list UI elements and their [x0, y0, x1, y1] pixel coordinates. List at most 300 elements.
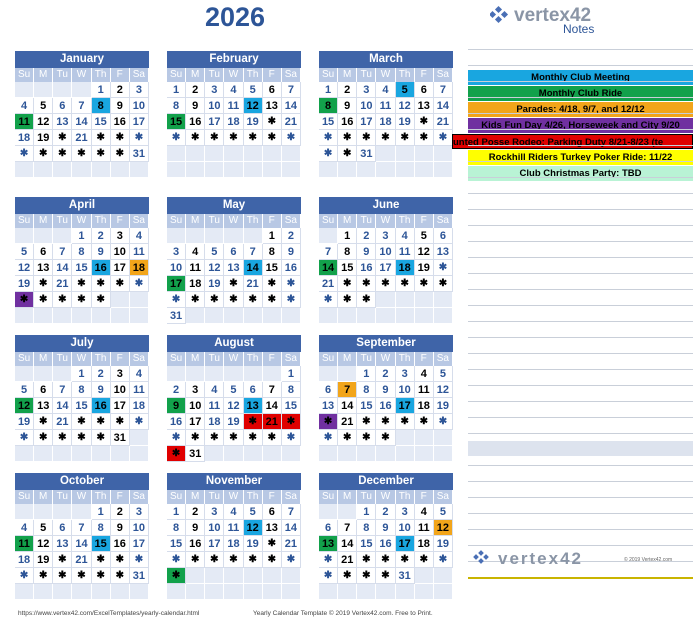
- day-cell[interactable]: 17: [396, 536, 415, 552]
- day-cell[interactable]: 9: [376, 382, 395, 398]
- day-cell[interactable]: ✱: [396, 130, 415, 146]
- day-cell[interactable]: 13: [34, 398, 53, 414]
- day-cell[interactable]: 6: [434, 228, 453, 244]
- day-cell[interactable]: 17: [396, 398, 415, 414]
- day-cell[interactable]: 1: [167, 504, 186, 520]
- day-cell[interactable]: 15: [282, 398, 301, 414]
- day-cell[interactable]: 1: [92, 504, 111, 520]
- day-cell[interactable]: 4: [396, 228, 415, 244]
- day-cell[interactable]: 9: [186, 98, 205, 114]
- day-cell[interactable]: 16: [92, 260, 111, 276]
- day-cell[interactable]: 6: [263, 82, 282, 98]
- day-cell[interactable]: ✱: [376, 276, 395, 292]
- day-cell[interactable]: 17: [376, 260, 395, 276]
- day-cell[interactable]: ✱: [376, 568, 395, 584]
- day-cell[interactable]: ✱: [263, 114, 282, 130]
- day-cell[interactable]: 21: [434, 114, 453, 130]
- day-cell[interactable]: 5: [396, 82, 415, 98]
- day-cell[interactable]: ✱: [319, 568, 338, 584]
- day-cell[interactable]: 31: [357, 146, 376, 162]
- day-cell[interactable]: ✱: [92, 552, 111, 568]
- day-cell[interactable]: 21: [338, 552, 357, 568]
- day-cell[interactable]: 3: [396, 504, 415, 520]
- day-cell[interactable]: 19: [15, 276, 34, 292]
- day-cell[interactable]: 6: [263, 504, 282, 520]
- day-cell[interactable]: 4: [15, 520, 34, 536]
- day-cell[interactable]: 15: [319, 114, 338, 130]
- day-cell[interactable]: ✱: [357, 292, 376, 308]
- day-cell[interactable]: ✱: [34, 414, 53, 430]
- day-cell[interactable]: ✱: [72, 292, 91, 308]
- day-cell[interactable]: 31: [130, 568, 149, 584]
- day-cell[interactable]: 3: [130, 82, 149, 98]
- day-cell[interactable]: 7: [72, 520, 91, 536]
- day-cell[interactable]: 6: [319, 520, 338, 536]
- day-cell[interactable]: 3: [130, 504, 149, 520]
- day-cell[interactable]: ✱: [34, 146, 53, 162]
- day-cell[interactable]: 14: [72, 114, 91, 130]
- day-cell[interactable]: ✱: [338, 430, 357, 446]
- day-cell[interactable]: ✱: [34, 568, 53, 584]
- day-cell[interactable]: 2: [92, 366, 111, 382]
- day-cell[interactable]: ✱: [263, 536, 282, 552]
- day-cell[interactable]: ✱: [224, 292, 243, 308]
- day-cell[interactable]: 5: [15, 244, 34, 260]
- day-cell[interactable]: 21: [72, 552, 91, 568]
- day-cell[interactable]: 9: [111, 520, 130, 536]
- day-cell[interactable]: 6: [319, 382, 338, 398]
- day-cell[interactable]: ✱: [130, 414, 149, 430]
- day-cell[interactable]: 7: [53, 382, 72, 398]
- day-cell[interactable]: 7: [338, 520, 357, 536]
- day-cell[interactable]: 10: [205, 520, 224, 536]
- day-cell[interactable]: 10: [205, 98, 224, 114]
- day-cell[interactable]: 7: [434, 82, 453, 98]
- day-cell[interactable]: 5: [34, 520, 53, 536]
- day-cell[interactable]: 11: [415, 520, 434, 536]
- day-cell[interactable]: ✱: [53, 292, 72, 308]
- day-cell[interactable]: 9: [167, 398, 186, 414]
- day-cell[interactable]: ✱: [434, 276, 453, 292]
- day-cell[interactable]: 6: [53, 520, 72, 536]
- day-cell[interactable]: 9: [92, 382, 111, 398]
- day-cell[interactable]: ✱: [434, 414, 453, 430]
- day-cell[interactable]: 12: [34, 114, 53, 130]
- day-cell[interactable]: 9: [357, 244, 376, 260]
- day-cell[interactable]: 16: [111, 114, 130, 130]
- day-cell[interactable]: ✱: [167, 568, 186, 584]
- day-cell[interactable]: 10: [111, 244, 130, 260]
- day-cell[interactable]: 31: [186, 446, 205, 462]
- day-cell[interactable]: 4: [205, 382, 224, 398]
- day-cell[interactable]: 17: [111, 260, 130, 276]
- day-cell[interactable]: 11: [224, 520, 243, 536]
- day-cell[interactable]: ✱: [376, 130, 395, 146]
- day-cell[interactable]: 8: [263, 244, 282, 260]
- day-cell[interactable]: 13: [263, 98, 282, 114]
- day-cell[interactable]: ✱: [282, 414, 301, 430]
- day-cell[interactable]: 15: [92, 114, 111, 130]
- day-cell[interactable]: 12: [34, 536, 53, 552]
- day-cell[interactable]: 11: [205, 398, 224, 414]
- day-cell[interactable]: ✱: [282, 130, 301, 146]
- day-cell[interactable]: 15: [357, 398, 376, 414]
- day-cell[interactable]: ✱: [357, 430, 376, 446]
- day-cell[interactable]: ✱: [282, 292, 301, 308]
- day-cell[interactable]: 1: [357, 366, 376, 382]
- day-cell[interactable]: 19: [396, 114, 415, 130]
- day-cell[interactable]: 16: [167, 414, 186, 430]
- day-cell[interactable]: 12: [15, 260, 34, 276]
- day-cell[interactable]: 1: [92, 82, 111, 98]
- day-cell[interactable]: 6: [224, 244, 243, 260]
- day-cell[interactable]: 21: [244, 276, 263, 292]
- day-cell[interactable]: 21: [53, 276, 72, 292]
- day-cell[interactable]: ✱: [338, 130, 357, 146]
- day-cell[interactable]: 1: [338, 228, 357, 244]
- day-cell[interactable]: 14: [53, 260, 72, 276]
- day-cell[interactable]: ✱: [224, 552, 243, 568]
- day-cell[interactable]: 3: [111, 366, 130, 382]
- day-cell[interactable]: ✱: [415, 276, 434, 292]
- day-cell[interactable]: 18: [15, 552, 34, 568]
- day-cell[interactable]: ✱: [111, 552, 130, 568]
- day-cell[interactable]: ✱: [111, 130, 130, 146]
- day-cell[interactable]: 18: [130, 398, 149, 414]
- day-cell[interactable]: ✱: [186, 130, 205, 146]
- day-cell[interactable]: ✱: [53, 430, 72, 446]
- day-cell[interactable]: 18: [15, 130, 34, 146]
- day-cell[interactable]: 4: [130, 366, 149, 382]
- day-cell[interactable]: 15: [72, 398, 91, 414]
- day-cell[interactable]: 10: [376, 244, 395, 260]
- day-cell[interactable]: 1: [357, 504, 376, 520]
- day-cell[interactable]: 4: [15, 98, 34, 114]
- day-cell[interactable]: ✱: [357, 568, 376, 584]
- day-cell[interactable]: 21: [319, 276, 338, 292]
- day-cell[interactable]: 18: [415, 536, 434, 552]
- day-cell[interactable]: ✱: [244, 292, 263, 308]
- day-cell[interactable]: ✱: [72, 414, 91, 430]
- day-cell[interactable]: 18: [224, 114, 243, 130]
- day-cell[interactable]: 9: [111, 98, 130, 114]
- day-cell[interactable]: 2: [338, 82, 357, 98]
- day-cell[interactable]: 12: [244, 520, 263, 536]
- day-cell[interactable]: 13: [263, 520, 282, 536]
- day-cell[interactable]: 8: [357, 520, 376, 536]
- day-cell[interactable]: 15: [72, 260, 91, 276]
- day-cell[interactable]: 18: [376, 114, 395, 130]
- day-cell[interactable]: ✱: [53, 552, 72, 568]
- day-cell[interactable]: 19: [244, 114, 263, 130]
- day-cell[interactable]: ✱: [186, 430, 205, 446]
- day-cell[interactable]: 5: [34, 98, 53, 114]
- day-cell[interactable]: 19: [34, 552, 53, 568]
- day-cell[interactable]: 13: [53, 114, 72, 130]
- day-cell[interactable]: ✱: [376, 430, 395, 446]
- day-cell[interactable]: 11: [376, 98, 395, 114]
- day-cell[interactable]: ✱: [263, 552, 282, 568]
- day-cell[interactable]: 9: [186, 520, 205, 536]
- day-cell[interactable]: 13: [244, 398, 263, 414]
- day-cell[interactable]: 4: [224, 82, 243, 98]
- day-cell[interactable]: 9: [338, 98, 357, 114]
- day-cell[interactable]: 10: [396, 382, 415, 398]
- day-cell[interactable]: 9: [282, 244, 301, 260]
- day-cell[interactable]: ✱: [376, 414, 395, 430]
- day-cell[interactable]: ✱: [244, 430, 263, 446]
- day-cell[interactable]: 2: [282, 228, 301, 244]
- day-cell[interactable]: 7: [263, 382, 282, 398]
- day-cell[interactable]: ✱: [376, 552, 395, 568]
- day-cell[interactable]: 2: [376, 366, 395, 382]
- day-cell[interactable]: ✱: [92, 276, 111, 292]
- day-cell[interactable]: 17: [130, 536, 149, 552]
- day-cell[interactable]: ✱: [130, 552, 149, 568]
- day-cell[interactable]: ✱: [319, 430, 338, 446]
- day-cell[interactable]: 19: [34, 130, 53, 146]
- day-cell[interactable]: 14: [338, 398, 357, 414]
- day-cell[interactable]: 8: [338, 244, 357, 260]
- day-cell[interactable]: 12: [224, 398, 243, 414]
- day-cell[interactable]: 6: [34, 244, 53, 260]
- day-cell[interactable]: ✱: [72, 430, 91, 446]
- day-cell[interactable]: 3: [357, 82, 376, 98]
- day-cell[interactable]: 16: [111, 536, 130, 552]
- day-cell[interactable]: 8: [357, 382, 376, 398]
- day-cell[interactable]: ✱: [263, 276, 282, 292]
- day-cell[interactable]: 16: [376, 398, 395, 414]
- day-cell[interactable]: ✱: [130, 276, 149, 292]
- day-cell[interactable]: 10: [130, 520, 149, 536]
- day-cell[interactable]: 12: [205, 260, 224, 276]
- day-cell[interactable]: 10: [111, 382, 130, 398]
- day-cell[interactable]: 19: [224, 414, 243, 430]
- day-cell[interactable]: 19: [205, 276, 224, 292]
- day-cell[interactable]: 2: [111, 82, 130, 98]
- day-cell[interactable]: ✱: [415, 414, 434, 430]
- day-cell[interactable]: 18: [415, 398, 434, 414]
- day-cell[interactable]: 2: [167, 382, 186, 398]
- day-cell[interactable]: 31: [167, 308, 186, 324]
- day-cell[interactable]: 16: [376, 536, 395, 552]
- day-cell[interactable]: 16: [186, 114, 205, 130]
- day-cell[interactable]: ✱: [92, 146, 111, 162]
- day-cell[interactable]: 14: [338, 536, 357, 552]
- day-cell[interactable]: 1: [282, 366, 301, 382]
- day-cell[interactable]: 5: [205, 244, 224, 260]
- day-cell[interactable]: 6: [53, 98, 72, 114]
- day-cell[interactable]: ✱: [319, 552, 338, 568]
- day-cell[interactable]: 18: [205, 414, 224, 430]
- day-cell[interactable]: 8: [319, 98, 338, 114]
- day-cell[interactable]: 14: [319, 260, 338, 276]
- day-cell[interactable]: 17: [130, 114, 149, 130]
- day-cell[interactable]: ✱: [34, 276, 53, 292]
- day-cell[interactable]: ✱: [357, 276, 376, 292]
- day-cell[interactable]: 16: [357, 260, 376, 276]
- day-cell[interactable]: ✱: [263, 430, 282, 446]
- day-cell[interactable]: 7: [282, 504, 301, 520]
- day-cell[interactable]: 31: [111, 430, 130, 446]
- day-cell[interactable]: 21: [263, 414, 282, 430]
- day-cell[interactable]: 8: [282, 382, 301, 398]
- day-cell[interactable]: 10: [167, 260, 186, 276]
- day-cell[interactable]: 11: [130, 382, 149, 398]
- day-cell[interactable]: 2: [186, 504, 205, 520]
- day-cell[interactable]: 3: [167, 244, 186, 260]
- day-cell[interactable]: 8: [167, 98, 186, 114]
- day-cell[interactable]: 13: [415, 98, 434, 114]
- day-cell[interactable]: ✱: [224, 430, 243, 446]
- day-cell[interactable]: 14: [72, 536, 91, 552]
- day-cell[interactable]: ✱: [396, 552, 415, 568]
- day-cell[interactable]: 21: [282, 114, 301, 130]
- day-cell[interactable]: 12: [15, 398, 34, 414]
- day-cell[interactable]: ✱: [34, 292, 53, 308]
- day-cell[interactable]: ✱: [357, 130, 376, 146]
- day-cell[interactable]: 5: [434, 504, 453, 520]
- day-cell[interactable]: 5: [15, 382, 34, 398]
- day-cell[interactable]: 9: [92, 244, 111, 260]
- day-cell[interactable]: 3: [111, 228, 130, 244]
- day-cell[interactable]: ✱: [186, 552, 205, 568]
- day-cell[interactable]: 16: [338, 114, 357, 130]
- day-cell[interactable]: ✱: [167, 446, 186, 462]
- day-cell[interactable]: ✱: [338, 568, 357, 584]
- day-cell[interactable]: 11: [15, 114, 34, 130]
- day-cell[interactable]: 17: [111, 398, 130, 414]
- day-cell[interactable]: ✱: [224, 276, 243, 292]
- day-cell[interactable]: 17: [357, 114, 376, 130]
- day-cell[interactable]: ✱: [92, 130, 111, 146]
- day-cell[interactable]: ✱: [72, 276, 91, 292]
- day-cell[interactable]: ✱: [244, 130, 263, 146]
- day-cell[interactable]: ✱: [244, 414, 263, 430]
- day-cell[interactable]: ✱: [338, 276, 357, 292]
- day-cell[interactable]: ✱: [263, 130, 282, 146]
- day-cell[interactable]: ✱: [338, 292, 357, 308]
- day-cell[interactable]: 13: [434, 244, 453, 260]
- day-cell[interactable]: ✱: [319, 292, 338, 308]
- day-cell[interactable]: ✱: [415, 552, 434, 568]
- day-cell[interactable]: 7: [282, 82, 301, 98]
- day-cell[interactable]: 12: [244, 98, 263, 114]
- day-cell[interactable]: ✱: [15, 292, 34, 308]
- day-cell[interactable]: 21: [72, 130, 91, 146]
- day-cell[interactable]: 2: [357, 228, 376, 244]
- day-cell[interactable]: 8: [167, 520, 186, 536]
- day-cell[interactable]: 12: [434, 382, 453, 398]
- day-cell[interactable]: 14: [282, 520, 301, 536]
- day-cell[interactable]: 4: [415, 366, 434, 382]
- day-cell[interactable]: ✱: [72, 568, 91, 584]
- day-cell[interactable]: 17: [186, 414, 205, 430]
- day-cell[interactable]: ✱: [111, 276, 130, 292]
- day-cell[interactable]: 19: [434, 398, 453, 414]
- day-cell[interactable]: 15: [92, 536, 111, 552]
- day-cell[interactable]: 7: [53, 244, 72, 260]
- day-cell[interactable]: 7: [72, 98, 91, 114]
- day-cell[interactable]: 15: [263, 260, 282, 276]
- day-cell[interactable]: 2: [376, 504, 395, 520]
- day-cell[interactable]: ✱: [167, 430, 186, 446]
- day-cell[interactable]: 9: [376, 520, 395, 536]
- day-cell[interactable]: ✱: [396, 276, 415, 292]
- day-cell[interactable]: 14: [282, 98, 301, 114]
- day-cell[interactable]: 15: [357, 536, 376, 552]
- day-cell[interactable]: 10: [186, 398, 205, 414]
- day-cell[interactable]: 17: [205, 114, 224, 130]
- day-cell[interactable]: ✱: [205, 430, 224, 446]
- day-cell[interactable]: 13: [53, 536, 72, 552]
- day-cell[interactable]: 2: [111, 504, 130, 520]
- day-cell[interactable]: ✱: [111, 568, 130, 584]
- day-cell[interactable]: 4: [224, 504, 243, 520]
- day-cell[interactable]: 11: [130, 244, 149, 260]
- day-cell[interactable]: 15: [338, 260, 357, 276]
- day-cell[interactable]: 5: [244, 82, 263, 98]
- day-cell[interactable]: 4: [376, 82, 395, 98]
- day-cell[interactable]: 16: [282, 260, 301, 276]
- day-cell[interactable]: 4: [186, 244, 205, 260]
- day-cell[interactable]: 7: [338, 382, 357, 398]
- day-cell[interactable]: ✱: [338, 146, 357, 162]
- day-cell[interactable]: 1: [72, 228, 91, 244]
- day-cell[interactable]: 15: [167, 114, 186, 130]
- day-cell[interactable]: ✱: [92, 430, 111, 446]
- day-cell[interactable]: ✱: [415, 130, 434, 146]
- day-cell[interactable]: ✱: [15, 430, 34, 446]
- day-cell[interactable]: 3: [186, 382, 205, 398]
- day-cell[interactable]: ✱: [205, 292, 224, 308]
- day-cell[interactable]: ✱: [415, 114, 434, 130]
- day-cell[interactable]: ✱: [111, 146, 130, 162]
- day-cell[interactable]: ✱: [319, 414, 338, 430]
- day-cell[interactable]: 19: [434, 536, 453, 552]
- day-cell[interactable]: ✱: [282, 430, 301, 446]
- day-cell[interactable]: 12: [415, 244, 434, 260]
- day-cell[interactable]: 19: [15, 414, 34, 430]
- day-cell[interactable]: ✱: [205, 552, 224, 568]
- day-cell[interactable]: 2: [186, 82, 205, 98]
- day-cell[interactable]: 16: [92, 398, 111, 414]
- day-cell[interactable]: 2: [92, 228, 111, 244]
- day-cell[interactable]: 11: [415, 382, 434, 398]
- day-cell[interactable]: 13: [224, 260, 243, 276]
- day-cell[interactable]: ✱: [282, 276, 301, 292]
- day-cell[interactable]: 13: [319, 398, 338, 414]
- day-cell[interactable]: 14: [53, 398, 72, 414]
- day-cell[interactable]: ✱: [263, 292, 282, 308]
- day-cell[interactable]: 6: [34, 382, 53, 398]
- day-cell[interactable]: 1: [319, 82, 338, 98]
- day-cell[interactable]: ✱: [111, 414, 130, 430]
- day-cell[interactable]: ✱: [224, 130, 243, 146]
- day-cell[interactable]: 8: [92, 520, 111, 536]
- day-cell[interactable]: 14: [434, 98, 453, 114]
- day-cell[interactable]: ✱: [319, 130, 338, 146]
- day-cell[interactable]: ✱: [396, 414, 415, 430]
- day-cell[interactable]: 6: [244, 382, 263, 398]
- day-cell[interactable]: ✱: [92, 414, 111, 430]
- day-cell[interactable]: 8: [92, 98, 111, 114]
- day-cell[interactable]: ✱: [15, 146, 34, 162]
- day-cell[interactable]: ✱: [357, 414, 376, 430]
- day-cell[interactable]: ✱: [434, 130, 453, 146]
- day-cell[interactable]: 10: [396, 520, 415, 536]
- day-cell[interactable]: ✱: [130, 130, 149, 146]
